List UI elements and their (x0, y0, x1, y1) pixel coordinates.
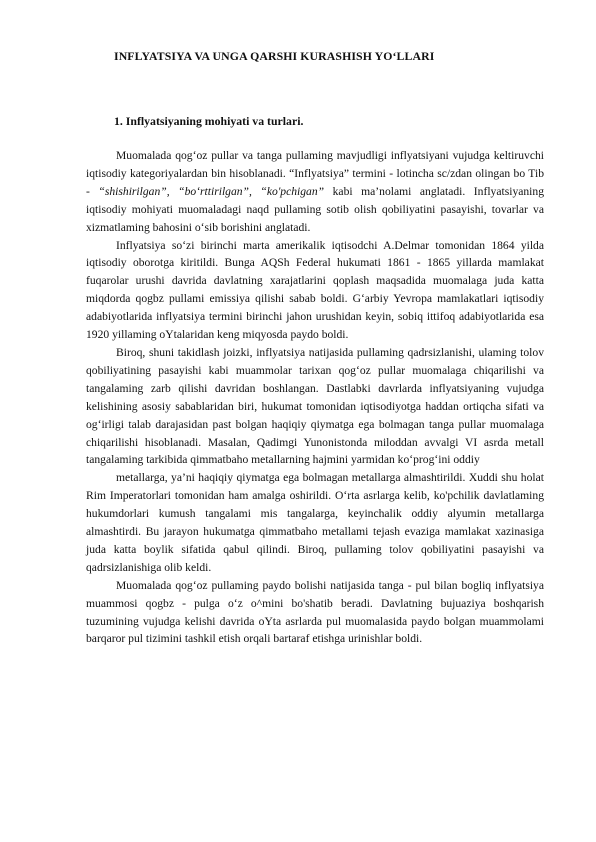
section-heading: 1. Inflyatsiyaning mohiyati va turlari. (114, 114, 304, 128)
paragraph-5: Muomalada qog‘oz pullaming paydo bolishi natijasida tanga - pul bilan bogliq inflyatsiya muammosi qogbz - pulga o‘z o^mini bo'shatib beradi. Davlatning bujuaziya boshqarish tuzumining vujudga kelishi davrida oYta asrlarda pul muomalasida paydo bolgan muammolami barqaror pul tizimini tashkil etish orqali bartaraf etishga urinishlar boldi. (86, 578, 544, 646)
document-title: INFLYATSIYA VA UNGA QARSHI KURASHISH YO‘LLARI (114, 49, 435, 63)
paragraph-2: Inflyatsiya so‘zi birinchi marta amerikalik iqtisodchi A.Delmar tomonidan 1864 yilda iqtisodiy oborotga kiritildi. Bunga AQSh Federal hukumati 1861 - 1865 yillarda mamlakat fuqarolar urushi davrida davlatning xarajatlarini qoplash maqsadida muomalaga juda katta miqdorda qogbz pullami emissiya qilishi sabab boldi. G‘arbiy Yevropa mamlakatlari iqtisodiy adabiyotlarida inflyatsiya termini birinchi jahon urushidan keyin, sobiq ittifoq adabiyotlarida esa 1920 yillaming oYtalaridan keng miqyosda paydo boldi. (86, 238, 544, 342)
paragraph-1-text-b: kabi ma’nolami anglatadi. Inflyatsiyaning iqtisodiy mohiyati muomaladagi naqd pullaming sotib olish qobiliyatini pasayishi, tovarlar va xizmatlaming bahosini o‘sib borishini anglatadi. (86, 184, 544, 234)
paragraph-3: Biroq, shuni takidlash joizki, inflyatsiya natijasida pullaming qadrsizlanishi, ulaming tolov qobiliyatining pasayishi kabi muammolar tarixan qog‘oz pullar muomalaga chiqarilishi va tangalaming zarb qilishi davridan boshlangan. Dastlabki davrlarda inflyatsiyaning vujudga kelishining asosiy sabablaridan biri, hukumat tomonidan iqtisodiyotga haddan ortiqcha sifati va og‘irligi talab darajasidan past bolgan haqiqiy qiymatga ega bolmagan tanga pullar muomalaga chiqarilishi hisoblanadi. Masalan, Qadimgi Yunonistonda miloddan avvalgi VI asrda metall tangalaming tarkibida qimmatbaho metallarning hajmini yarmidan ko‘prog‘ini oddiy (86, 345, 544, 467)
document-body (86, 147, 544, 648)
paragraph-4: metallarga, ya’ni haqiqiy qiymatga ega bolmagan metallarga almashtirildi. Xuddi shu holat Rim Imperatorlari tomonidan ham amalga oshirildi. O‘rta asrlarga kelib, ko'pchilik davlatlaming hukumdorlari kumush tangalami mis tangalarga, keyinchalik oddiy alyumin metallarga almashtirdi. Bu jarayon hukumatga qimmatbaho metallami tejash evaziga mamlakat xazinasiga juda katta boylik sifatida qabul qilindi. Biroq, pullaming tolov qobiliyatini pasayishi va qadrsizlanishiga olib keldi. (86, 471, 544, 574)
paragraph-1 (86, 147, 544, 237)
paragraph-1-italic-terms: “shishirilgan”, “bo‘rttirilgan”, “ko'pchigan” (98, 184, 325, 198)
paragraph-1-text-a: Muomalada qog‘oz pullar va tanga pullaming mavjudligi inflyatsiyani vujudga keltiruvchi iqtisodiy kategoriyalardan bin hisoblanadi. “Inflyatsiya” termini - lotincha sc/zdan olingan bo Tib - (86, 149, 544, 198)
